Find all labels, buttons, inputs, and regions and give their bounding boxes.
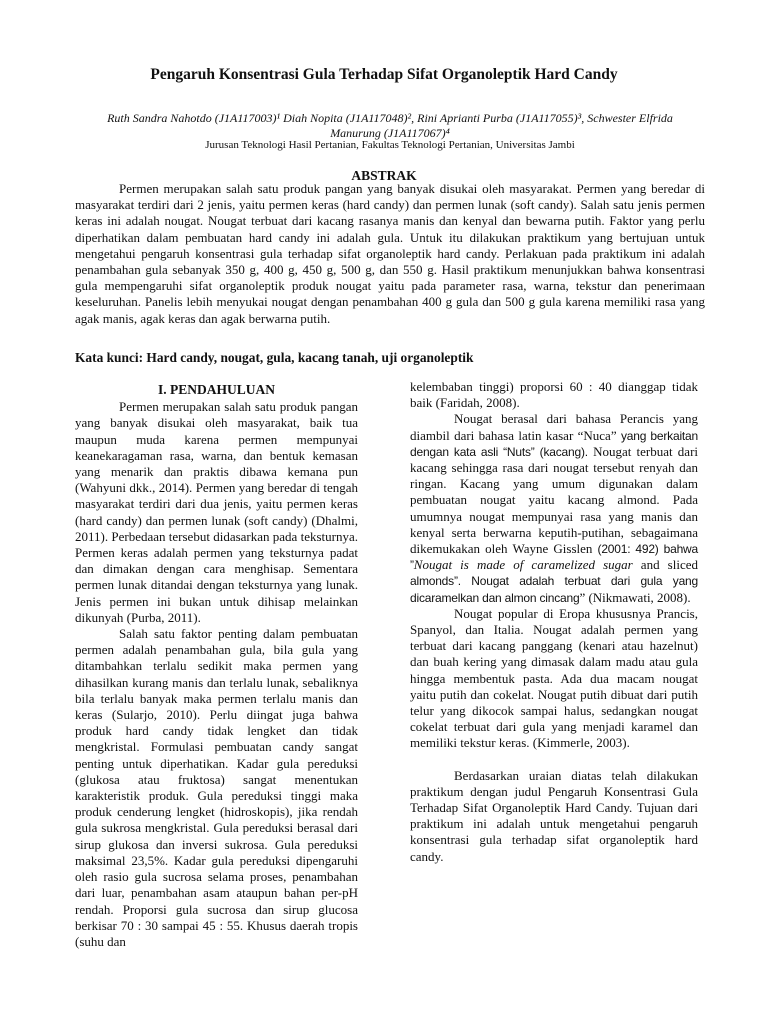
text-run: and sliced [632,557,699,573]
paragraph [410,411,698,605]
authors-line-1: Ruth Sandra Nahotdo (J1A117003)¹ Diah Nopita (J1A117048)², Rini Aprianti Purba (J1A117055)³, Schwester Elfrida [107,111,673,125]
abstract-heading: ABSTRAK [351,168,417,183]
paper-title: Pengaruh Konsentrasi Gula Terhadap Sifat Organoleptik Hard Candy [150,66,618,83]
abstract-text: Permen merupakan salah satu produk pangan yang banyak disukai oleh masyarakat. Permen yang beredar di masyarakat terdiri dari 2 jenis, yaitu permen keras (hard candy) dan permen lunak (soft candy). Salah satu jenis permen keras ini adalah nougat. Nougat terbuat dari kacang rasanya manis dan kenyal dan bewarna putih. Faktor yang perlu diperhatikan dalam pembuatan hard candy ini adalah gula. Untuk itu dilakukan praktikum yang bertujuan untuk mengetahui pengaruh konsentrasi gula terhadap sifat organoleptik hard candy. Perlakuan pada praktikum ini adalah penambahan gula sebanyak 350 g, 400 g, 450 g, 500 g, dan 550 g. Hasil praktikum menunjukkan bahwa konsentrasi gula mempengaruhi sifat organoleptik produk nougat yaitu pada parameter rasa, warna, tekstur dan penerimaan keseluruhan. Panelis lebih menyukai nougat dengan penambahan 400 g gula dan 500 g gula karena memiliki rasa yang agak manis, agak keras dan agak berwarna putih. [75,181,705,326]
text-run: Nougat terbuat dari kacang sehingga rasa dari nougat tersebut renyah dan ringan. Kacang yang umum digunakan dalam pembuatan nougat yaitu kacang almond. Pada umumnya nougat mempunyai rasa yang manis dan kenyal serta berwarna keputih-putihan, sebagaimana dikemukakan oleh Wayne Gisslen [410,443,699,557]
paragraph: Salah satu faktor penting dalam pembuatan permen adalah penambahan gula, bila gula yang ditambahkan terlalu sedikit maka permen yang dihasilkan kurang manis dan terlalu lunak, sebaliknya bila terlalu banyak maka permen terlalu manis dan keras (Sularjo, 2010). Perlu diingat juga bahwa produk hard candy tidak lengket dan tidak mengkristal. Formulasi pembuatan candy sangat penting untuk diperhatikan. Kadar gula pereduksi (glukosa atau fruktosa) sangat menentukan karakteristik produk. Gula pereduksi tinggi maka produk cenderung lengket (hidroskopis), jika rendah gula sukrosa mengkristal. Gula pereduksi berasal dari sirup glukosa dan inversi sukrosa. Gula pereduksi maksimal 23,5%. Kadar gula pereduksi dipengaruhi oleh rasio gula sucrosa selama proses, penambahan dari luar, penambahan asam ataupun bahan per-pH rendah. Proporsi gula sucrosa dan sirup glucosa berkisar 70 : 30 sampai 45 : 55. Khusus daerah tropis (suhu dan [75,626,358,949]
text-run: ” (Nikmawati, 2008). [579,589,691,605]
affiliation: Jurusan Teknologi Hasil Pertanian, Fakultas Teknologi Pertanian, Universitas Jambi [205,139,575,151]
text-run: Nougat is made of caramelized sugar [413,557,633,573]
right-column [410,379,698,865]
text-run: (2001: 492) bahwa ” [410,542,698,573]
text-run: yang berkaitan dengan kata asli “Nuts” (kacang). [410,428,698,459]
paragraph: Permen merupakan salah satu produk pangan yang banyak disukai oleh masyarakat, baik tua maupun muda karena permen mempunyai keanekaragaman rasa, warna, dan bentuk kemasan yang menarik dan praktis dibawa kemana pun (Wahyuni dkk., 2014). Permen yang beredar di tengah masyarakat terdiri dari dua jenis, yaitu permen keras (hard candy) dan permen lunak (soft candy) (Dhalmi, 2011). Perbedaan tersebut didasarkan pada teksturnya. Permen keras adalah permen yang teksturnya padat dan dimakan dengan cara menghisap. Sementara permen lunak ditandai dengan teksturnya yang lunak. Jenis permen ini bukan untuk dihisap melainkan dikunyah (Purba, 2011). [75,399,358,625]
section-heading-pendahuluan: I. PENDAHULUAN [157,382,275,397]
paragraph: kelembaban tinggi) proporsi 60 : 40 dianggap tidak baik (Faridah, 2008). [410,379,698,411]
keywords: Kata kunci: Hard candy, nougat, gula, kacang tanah, uji organoleptik [75,350,474,365]
paragraph: Nougat popular di Eropa khususnya Prancis, Spanyol, dan Italia. Nougat adalah permen yang terbuat dari kacang panggang (kenari atau hazelnut) dan buah kering yang dimasak dalam madu atau gula hingga membentuk pasta. Ada dua macam nougat yaitu putih dan cokelat. Nougat putih dibuat dari putih telur yang dikocok sampai halus, sedangkan nougat cokelat terbuat dari gula yang menjadi karamel dan memiliki tekstur keras. (Kimmerle, 2003). [410,605,698,751]
paragraph: Berdasarkan uraian diatas telah dilakukan praktikum dengan judul Pengaruh Konsentrasi Gula Terhadap Sifat Organoleptik Hard Candy. Tujuan dari praktikum ini adalah untuk mengetahui pengaruh konsentrasi gula terhadap sifat organoleptik hard candy. [410,767,698,864]
text-run: almonds”. Nougat adalah terbuat dari gula yang dicaramelkan dan almon cincang [410,574,698,605]
text-run: Nougat berasal dari bahasa Perancis yang diambil dari bahasa latin kasar “Nuca” [410,411,698,443]
authors-line-2: Manurung (J1A117067)⁴ [330,126,450,140]
left-column [75,379,358,950]
author-list [75,111,705,141]
